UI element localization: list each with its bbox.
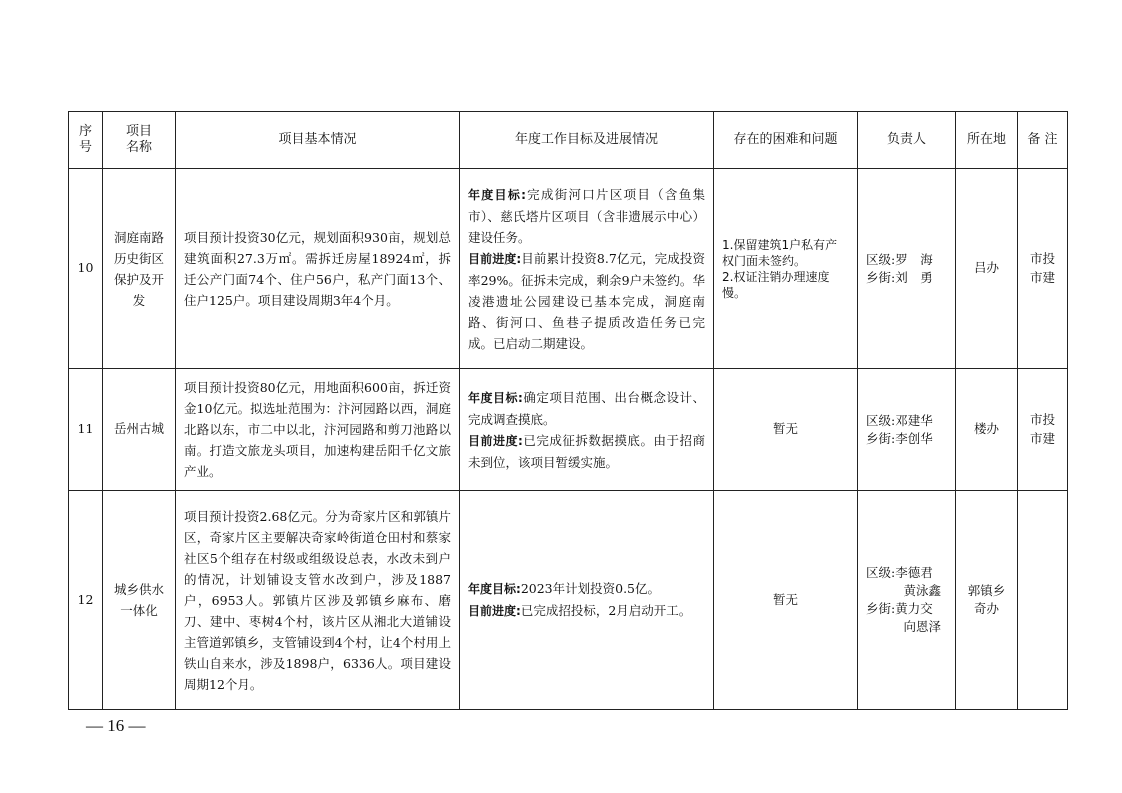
row-location: 楼办 — [956, 369, 1018, 491]
row-issues: 暂无 — [714, 491, 858, 710]
row-remark: 市投 市建 — [1018, 369, 1068, 491]
row-name: 城乡供水 一体化 — [103, 491, 176, 710]
project-table — [68, 111, 1068, 710]
header-remark: 备 注 — [1018, 112, 1068, 169]
row-basic: 项目预计投资30亿元，规划面积930亩，规划总建筑面积27.3万㎡。需拆迁房屋18924㎡，拆迁公产门面74个、住户56户，私产门面13个、住户125户。项目建设周期3年4个月。 — [176, 169, 460, 369]
row-issues: 暂无 — [714, 369, 858, 491]
table-row — [69, 491, 1068, 710]
row-resp: 区级:李德君 黄泳鑫 乡街:黄力交 向恩泽 — [858, 491, 956, 710]
row-basic: 项目预计投资80亿元，用地面积600亩，拆迁资金10亿元。拟选址范围为：汴河园路以西，洞庭北路以东，市二中以北，汴河园路和剪刀池路以南。打造文旅龙头项目，加速构建岳阳千亿文旅产业。 — [176, 369, 460, 491]
page-number: — 16 — — [86, 716, 146, 735]
row-name: 岳州古城 — [103, 369, 176, 491]
row-location: 吕办 — [956, 169, 1018, 369]
row-basic: 项目预计投资2.68亿元。分为奇家片区和郭镇片区，奇家片区主要解决奇家岭街道仓田村和蔡家社区5个组存在村级或组级设总表，水改未到户的情况，计划铺设支管水改到户，涉及1887户，6953人。郭镇片区涉及郭镇乡麻布、磨刀、建中、枣树4个村，该片区从湘北大道铺设主管道郭镇乡，支管铺设到4个村，让4个村用上铁山自来水，涉及1898户，6336人。项目建设周期12个月。 — [176, 491, 460, 710]
header-goal: 年度工作目标及进展情况 — [460, 112, 714, 169]
row-remark: 市投 市建 — [1018, 169, 1068, 369]
row-goal: 年度目标:完成街河口片区项目（含鱼集市）、慈氏塔片区项目（含非遗展示中心）建设任务。 目前进度:目前累计投资8.7亿元，完成投资率29%。征拆未完成，剩余9户未签约。华凌港遗址公园建设已基本完成，洞庭南路、街河口、鱼巷子提质改造任务已完成。已启动二期建设。 — [460, 169, 714, 369]
row-issues: 1.保留建筑1户私有产权门面未签约。 2.权证注销办理速度慢。 — [714, 169, 858, 369]
row-goal: 年度目标:2023年计划投资0.5亿。 目前进度:已完成招投标，2月启动开工。 — [460, 491, 714, 710]
row-goal: 年度目标:确定项目范围、出台概念设计、完成调查摸底。 目前进度:已完成征拆数据摸底。由于招商未到位，该项目暂缓实施。 — [460, 369, 714, 491]
row-resp: 区级:罗 海 乡街:刘 勇 — [858, 169, 956, 369]
row-resp: 区级:邓建华 乡街:李创华 — [858, 369, 956, 491]
header-no: 序 号 — [69, 112, 103, 169]
header-issues: 存在的困难和问题 — [714, 112, 858, 169]
header-basic: 项目基本情况 — [176, 112, 460, 169]
row-no: 11 — [69, 369, 103, 491]
row-no: 10 — [69, 169, 103, 369]
header-location: 所在地 — [956, 112, 1018, 169]
table-row — [69, 169, 1068, 369]
table-row — [69, 369, 1068, 491]
row-no: 12 — [69, 491, 103, 710]
header-name: 项目 名称 — [103, 112, 176, 169]
header-row — [69, 112, 1068, 169]
row-remark — [1018, 491, 1068, 710]
row-location: 郭镇乡奇办 — [956, 491, 1018, 710]
header-resp: 负责人 — [858, 112, 956, 169]
row-name: 洞庭南路 历史街区 保护及开 发 — [103, 169, 176, 369]
